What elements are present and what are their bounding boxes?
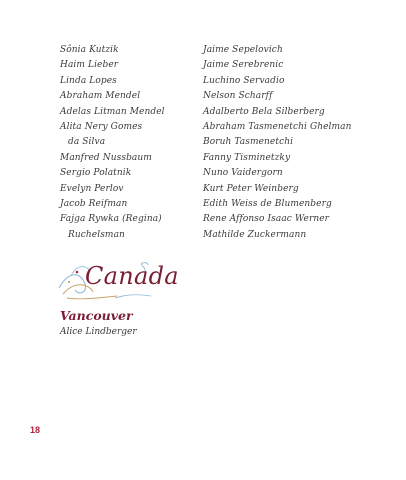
name-entry: Sergio Polatnik	[60, 168, 132, 179]
names-column-left	[60, 43, 165, 243]
name-entry-continuation: Ruchelsman	[68, 229, 125, 240]
city-heading: Vancouver	[60, 308, 133, 323]
name-entry: Haim Lieber	[60, 60, 119, 71]
name-entry: Alita Nery Gomes	[60, 121, 143, 132]
name-entry: Linda Lopes	[60, 75, 117, 86]
name-entry: Manfred Nussbaum	[60, 152, 152, 163]
section-title-ornament	[55, 258, 179, 306]
name-entry: Edith Weiss de Blumenberg	[203, 198, 332, 209]
name-entry: Rene Affonso Isaac Werner	[203, 214, 330, 225]
names-column-right	[203, 43, 352, 243]
name-entry: Mathilde Zuckermann	[203, 229, 307, 240]
name-entry: Jacob Reifman	[60, 198, 128, 209]
name-entry: Abraham Mendel	[60, 91, 141, 102]
name-entry: Jaime Serebrenic	[203, 60, 284, 71]
name-entry: Luchino Servadio	[203, 75, 285, 86]
country-title: Canada	[85, 262, 179, 290]
name-entry: Alice Lindberger	[60, 327, 137, 337]
name-entry: Abraham Tasmenetchi Ghelman	[203, 121, 352, 132]
name-entry: Nelson Scharff	[203, 91, 273, 102]
name-entry: Adalberto Bela Silberberg	[203, 106, 325, 117]
name-entry: Nuno Vaidergorn	[203, 168, 283, 179]
name-entry-continuation: da Silva	[68, 137, 106, 148]
name-entry: Fajga Rywka (Regina)	[60, 214, 162, 225]
name-entry: Adelas Litman Mendel	[60, 106, 165, 117]
name-entry: Kurt Peter Weinberg	[203, 183, 299, 194]
name-entry: Evelyn Perlov	[60, 183, 124, 194]
name-entry: Jaime Sepelovich	[203, 45, 283, 55]
name-entry: Boruh Tasmenetchi	[203, 137, 294, 148]
name-entry: Sônia Kutzik	[60, 45, 119, 55]
page-number: 18	[30, 425, 41, 435]
name-entry: Fanny Tisminetzky	[203, 152, 291, 163]
